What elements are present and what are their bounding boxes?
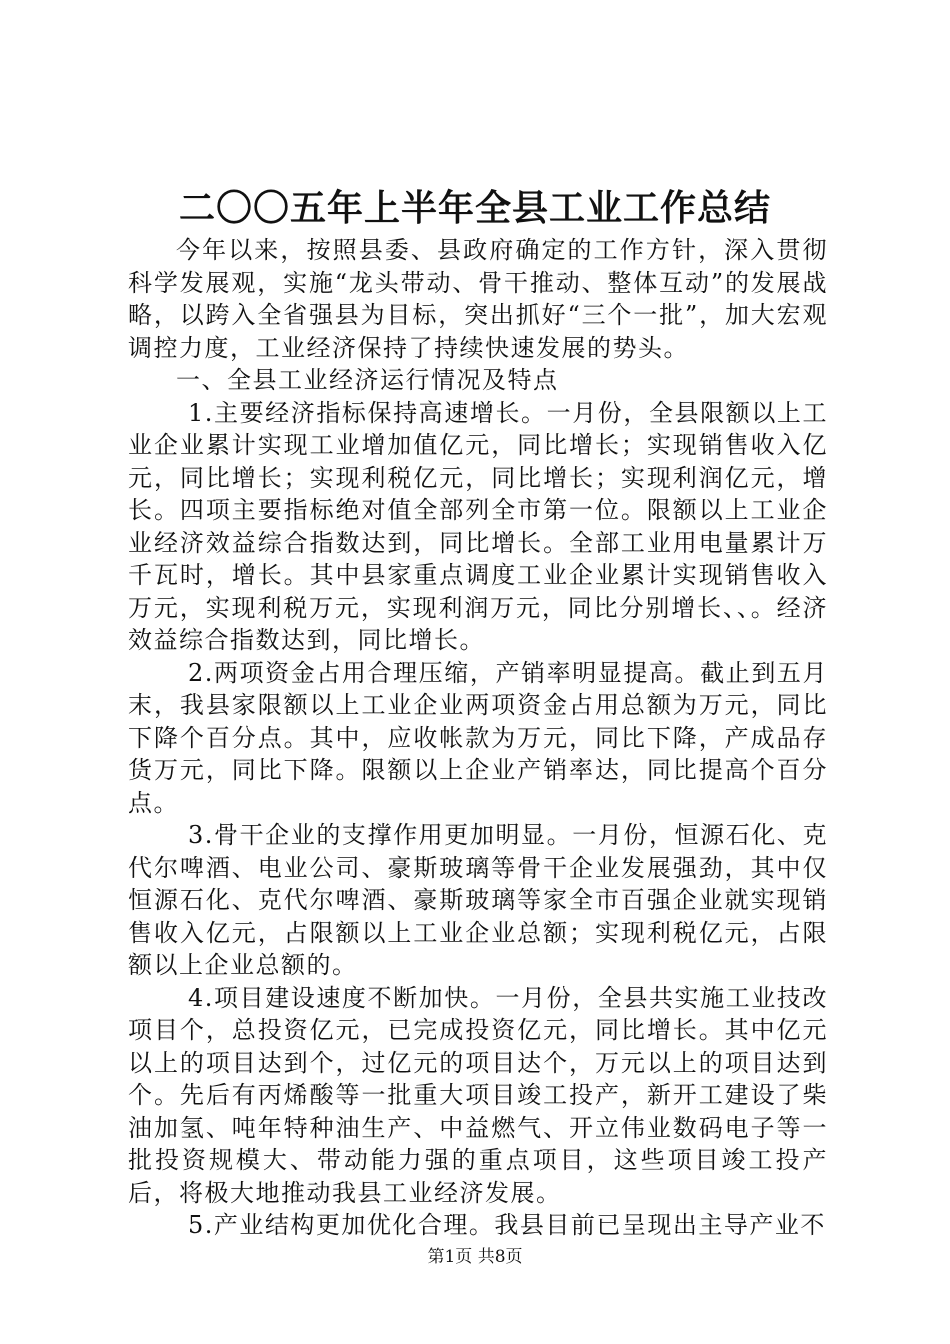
section-heading: 一、全县工业经济运行情况及特点 xyxy=(176,366,559,394)
page-title: 二〇〇五年上半年全县工业工作总结 xyxy=(178,187,771,229)
intro-paragraph: 今年以来，按照县委、县政府确定的工作方针，深入贯彻科学发展观，实施“龙头带动、骨干推动、整体互动”的发展战略，以跨入全省强县为目标，突出抓好“三个一批”，加大宏观调控力度，工业经济保持了持续快速发展的势头。 xyxy=(128,236,828,362)
item-paragraph-3: 3.骨干企业的支撑作用更加明显。一月份，恒源石化、克代尔啤酒、电业公司、豪斯玻璃等骨干企业发展强劲，其中仅恒源石化、克代尔啤酒、豪斯玻璃等家全市百强企业就实现销售收入亿元，占限额以上工业企业总额；实现利税亿元，占限额以上企业总额的。 xyxy=(128,821,828,979)
document-body xyxy=(128,234,828,1242)
page-footer: 第1页 共8页 xyxy=(427,1247,523,1267)
item-paragraph-4: 4.项目建设速度不断加快。一月份，全县共实施工业技改项目个，总投资亿元，已完成投资亿元，同比增长。其中亿元以上的项目达到个，过亿元的项目达个，万元以上的项目达到个。先后有丙烯酸等一批重大项目竣工投产，新开工建设了柴油加氢、吨年特种油生产、中益燃气、开立伟业数码电子等一批投资规模大、带动能力强的重点项目，这些项目竣工投产后，将极大地推动我县工业经济发展。 xyxy=(128,983,828,1207)
item-paragraph-1: 1.主要经济指标保持高速增长。一月份，全县限额以上工业企业累计实现工业增加值亿元，同比增长；实现销售收入亿元，同比增长；实现利税亿元，同比增长；实现利润亿元，增长。四项主要指标绝对值全部列全市第一位。限额以上工业企业经济效益综合指数达到，同比增长。全部工业用电量累计万千瓦时，增长。其中县家重点调度工业企业累计实现销售收入万元，实现利税万元，实现利润万元，同比分别增长、、。经济效益综合指数达到，同比增长。 xyxy=(128,398,828,654)
item-paragraph-5: 5.产业结构更加优化合理。我县目前已呈现出主导产业不 xyxy=(188,1211,826,1239)
item-paragraph-2: 2.两项资金占用合理压缩，产销率明显提高。截止到五月末，我县家限额以上工业企业两项资金占用总额为万元，同比下降个百分点。其中，应收帐款为万元，同比下降，产成品存货万元，同比下降。限额以上企业产销率达，同比提高个百分点。 xyxy=(128,658,828,817)
